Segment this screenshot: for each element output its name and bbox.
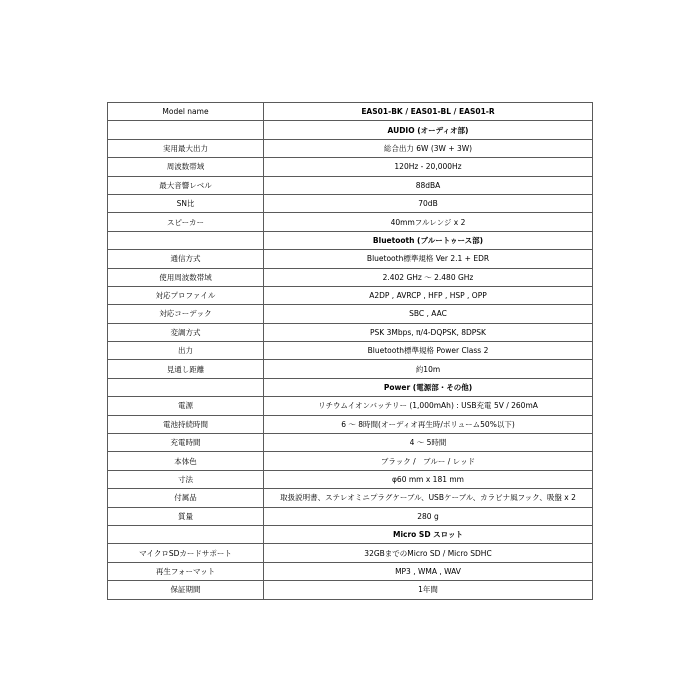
spec-label: 対応プロファイル [108, 286, 264, 304]
spec-label: 使用周波数帯域 [108, 268, 264, 286]
spec-label: 出力 [108, 342, 264, 360]
spec-value: 2.402 GHz ～ 2.480 GHz [264, 268, 593, 286]
spec-table [107, 102, 593, 600]
spec-row [108, 581, 593, 599]
spec-value: PSK 3Mbps, π/4-DQPSK, 8DPSK [264, 323, 593, 341]
spec-label [108, 231, 264, 249]
spec-row [108, 103, 593, 121]
spec-label [108, 121, 264, 139]
section-header-row [108, 378, 593, 396]
spec-label: 対応コーデック [108, 305, 264, 323]
spec-row [108, 489, 593, 507]
spec-label: 周波数帯域 [108, 158, 264, 176]
spec-row [108, 397, 593, 415]
spec-value: 120Hz - 20,000Hz [264, 158, 593, 176]
spec-label: スピーカー [108, 213, 264, 231]
spec-row [108, 305, 593, 323]
spec-value: 70dB [264, 194, 593, 212]
spec-value: ブラック / ブルー / レッド [264, 452, 593, 470]
spec-label: 最大音響レベル [108, 176, 264, 194]
spec-row [108, 360, 593, 378]
spec-value: 40mmフルレンジ x 2 [264, 213, 593, 231]
spec-row [108, 323, 593, 341]
spec-label [108, 378, 264, 396]
section-title: Bluetooth (ブルートゥース部) [264, 231, 593, 249]
spec-row [108, 452, 593, 470]
spec-row [108, 176, 593, 194]
spec-row [108, 544, 593, 562]
spec-label: 再生フォーマット [108, 562, 264, 580]
spec-row [108, 507, 593, 525]
spec-label [108, 525, 264, 543]
section-title: Micro SD スロット [264, 525, 593, 543]
spec-value: MP3 , WMA , WAV [264, 562, 593, 580]
spec-row [108, 470, 593, 488]
spec-value: 取扱説明書、ステレオミニプラグケーブル、USBケーブル、カラビナ風フック、吸盤 x 2 [264, 489, 593, 507]
spec-value: 280 g [264, 507, 593, 525]
spec-table-body [108, 103, 593, 600]
spec-row [108, 268, 593, 286]
spec-label: マイクロSDカードサポート [108, 544, 264, 562]
spec-label: 見通し距離 [108, 360, 264, 378]
spec-value: 総合出力 6W (3W + 3W) [264, 139, 593, 157]
section-header-row [108, 121, 593, 139]
spec-row [108, 415, 593, 433]
spec-label: 寸法 [108, 470, 264, 488]
spec-value: 1年間 [264, 581, 593, 599]
spec-label: 充電時間 [108, 434, 264, 452]
spec-value: 32GBまでのMicro SD / Micro SDHC [264, 544, 593, 562]
spec-value: Bluetooth標準規格 Power Class 2 [264, 342, 593, 360]
spec-label: 変調方式 [108, 323, 264, 341]
spec-label: 保証期間 [108, 581, 264, 599]
section-header-row [108, 231, 593, 249]
spec-label: 質量 [108, 507, 264, 525]
spec-value: 88dBA [264, 176, 593, 194]
section-title: AUDIO (オーディオ部) [264, 121, 593, 139]
spec-row [108, 139, 593, 157]
spec-row [108, 562, 593, 580]
spec-row [108, 158, 593, 176]
spec-row [108, 286, 593, 304]
section-title: Power (電源部・その他) [264, 378, 593, 396]
spec-value: EAS01-BK / EAS01-BL / EAS01-R [264, 103, 593, 121]
spec-value: Bluetooth標準規格 Ver 2.1 + EDR [264, 250, 593, 268]
spec-value: SBC , AAC [264, 305, 593, 323]
spec-row [108, 194, 593, 212]
spec-row [108, 250, 593, 268]
spec-label: Model name [108, 103, 264, 121]
spec-value: 6 ～ 8時間(オーディオ再生時/ボリューム50%以下) [264, 415, 593, 433]
spec-value: φ60 mm x 181 mm [264, 470, 593, 488]
spec-label: 本体色 [108, 452, 264, 470]
spec-row [108, 213, 593, 231]
spec-label: 実用最大出力 [108, 139, 264, 157]
spec-value: 約10m [264, 360, 593, 378]
spec-value: 4 ～ 5時間 [264, 434, 593, 452]
spec-label: 通信方式 [108, 250, 264, 268]
spec-value: A2DP , AVRCP , HFP , HSP , OPP [264, 286, 593, 304]
spec-label: 付属品 [108, 489, 264, 507]
section-header-row [108, 525, 593, 543]
spec-row [108, 434, 593, 452]
spec-row [108, 342, 593, 360]
spec-label: 電源 [108, 397, 264, 415]
spec-value: リチウムイオンバッテリー (1,000mAh) : USB充電 5V / 260mA [264, 397, 593, 415]
spec-label: SN比 [108, 194, 264, 212]
spec-label: 電池持続時間 [108, 415, 264, 433]
